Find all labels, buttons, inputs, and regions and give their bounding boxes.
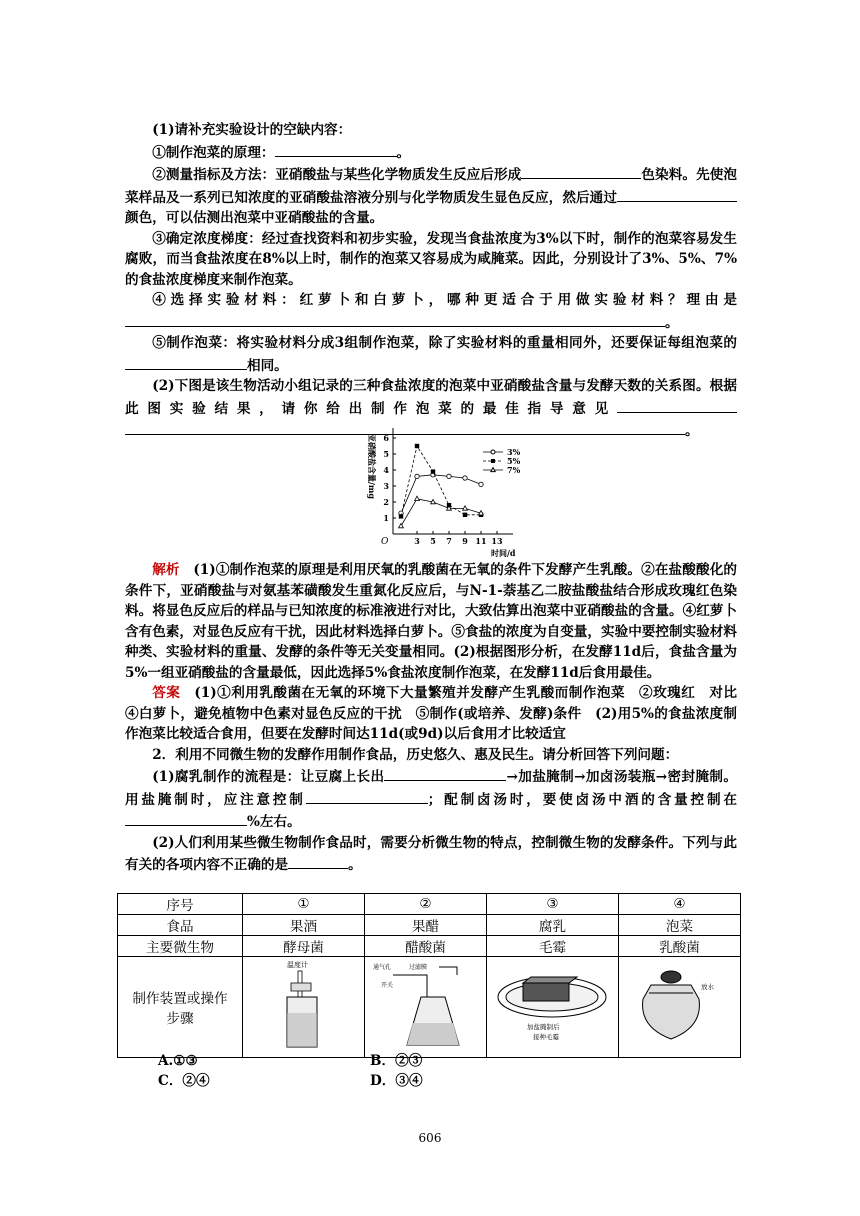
blank[interactable] [617, 397, 737, 413]
q1-measure-text-b: 色染料。先使泡菜样品及一系列已知浓度的亚硝酸盐溶液分别与化学物质发生显色反应，然后通过 [125, 167, 738, 206]
data-point [447, 474, 451, 478]
answer [125, 683, 751, 745]
fermentation-table [117, 893, 741, 1058]
q1-measure-text-c: 颜色，可以估测出泡菜中亚硝酸盐的含量。 [125, 210, 384, 226]
q2-sub1-text-c: ；配制卤汤时，要使卤汤中酒的含量控制在 [427, 791, 738, 808]
option-a[interactable]: A.①③ [158, 1053, 198, 1069]
data-point [463, 513, 467, 517]
q1-material-text: ④选择实验材料：红萝卜和白萝卜，哪种更适合于用做实验材料？理由是 [152, 292, 737, 308]
legend-marker [491, 459, 495, 463]
x-axis-label: 时间/d [491, 548, 516, 558]
table-row [118, 915, 741, 936]
explanation-text: (1)①制作泡菜的原理是利用厌氧的乳酸菌在无氧的条件下发酵产生乳酸。②在盐酸酸化的条件下，亚硝酸盐与对氨基苯磺酸发生重氮化反应后，与N-1-萘基乙二胺盐酸盐结合形成玫瑰红色染料。将显色反应后的样品与已知浓度的标准液进行对比，大致估算出泡菜中亚硝酸盐的含量。④红萝卜含有色素，对显色反应有干扰，因此材料选择白萝卜。⑤食盐的浓度为自变量，实验中要控制实验材料种类、实验材料的重量、发酵的条件等无关变量相同。(2)根据图形分析，在发酵11d后，食盐含量为5%一组亚硝酸盐的含量最低，因此选择5%食盐浓度制作泡菜，在发酵11d后食用最佳。 [125, 562, 738, 681]
y-tick-label: 1 [383, 513, 389, 523]
legend-label: 5% [507, 456, 521, 466]
table-cell: 酵母菌 [243, 936, 365, 957]
legend-label: 3% [507, 447, 521, 457]
series-line-0 [401, 475, 481, 513]
x-tick-label: 11 [475, 536, 487, 546]
table-cell: ③ [486, 894, 618, 915]
option-b[interactable]: B．②③ [370, 1053, 423, 1069]
table-cell: 果醋 [364, 915, 486, 936]
vinegar-apparatus-cell [364, 957, 486, 1058]
table-cell: 乳酸菌 [618, 936, 740, 957]
data-point [463, 476, 467, 480]
q2-sub1-text-d: %左右。 [247, 814, 301, 830]
salt-label: 加盐腌制后 [527, 1023, 560, 1031]
blank[interactable] [306, 788, 428, 804]
blank[interactable] [521, 163, 641, 179]
q1-part2-text: (2)下图是该生物活动小组记录的三种食盐浓度的泡菜中亚硝酸盐含量与发酵天数的关系图。根据此图实验结果，请你给出制作泡菜的最佳指导意见 [125, 378, 737, 417]
blank[interactable] [125, 810, 247, 826]
x-tick-label: 7 [446, 536, 452, 546]
y-tick-label: 2 [383, 497, 389, 507]
data-point [415, 444, 419, 448]
explanation-block [125, 560, 751, 876]
data-point [431, 469, 435, 473]
origin-label: O [381, 537, 389, 547]
row-label: 主要微生物 [118, 936, 243, 957]
q1-make-end: 相同。 [247, 357, 288, 374]
q2-sub1-text-a: (1)腐乳制作的流程是：让豆腐上长出 [152, 769, 385, 785]
table-cell: 泡菜 [618, 915, 740, 936]
x-tick-label: 3 [414, 536, 420, 546]
blank[interactable] [288, 853, 348, 869]
q1-gradient: ③确定浓度梯度：经过查找资料和初步实验，发现当食盐浓度为3%以下时，制作的泡菜容易发生腐败，而当食盐浓度在8%以上时，制作的泡菜又容易成为咸腌菜。因此，分别设计了3%、5%、7%的食盐浓度梯度来制作泡菜。 [125, 230, 737, 288]
q2-sub2-text: (2)人们利用某些微生物制作食品时，需要分析微生物的特点，控制微生物的发酵条件。下列与此有关的各项内容不正确的是 [125, 834, 737, 873]
table-cell: 腐乳 [486, 915, 618, 936]
pickle-jar-cell [618, 957, 740, 1058]
legend-marker [491, 450, 495, 454]
y-tick-label: 5 [383, 449, 389, 459]
water-label: 放水 [701, 983, 715, 991]
blank[interactable] [617, 186, 737, 202]
wine-apparatus-cell [243, 957, 365, 1058]
q1-principle [125, 141, 737, 164]
q1-principle-text: ①制作泡菜的原理： [152, 144, 275, 161]
vinegar-flask-icon [365, 957, 485, 1053]
air-inlet-label: 通气孔 [373, 964, 392, 971]
y-tick-label: 4 [383, 465, 389, 475]
data-point [399, 514, 403, 518]
table-row [118, 957, 741, 1058]
switch-label: 开关 [381, 982, 394, 989]
q1-measure-text-a: ②测量指标及方法：亚硝酸盐与某些化学物质发生反应后形成 [152, 167, 522, 183]
thermometer-label: 温度计 [287, 961, 309, 969]
y-tick-label: 6 [383, 433, 389, 443]
data-point [399, 523, 404, 527]
mold-label: 接种毛霉 [533, 1033, 560, 1041]
filter-label: 过滤膜 [409, 964, 428, 971]
blank[interactable] [125, 354, 247, 370]
table-cell: ② [364, 894, 486, 915]
option-c[interactable]: C．②④ [158, 1073, 210, 1089]
data-point [479, 482, 483, 486]
blank[interactable] [275, 141, 397, 157]
table-row [118, 936, 741, 957]
answer-text: (1)①利用乳酸菌在无氧的环境下大量繁殖并发酵产生乳酸而制作泡菜 ②玫瑰红 对比 ④白萝卜，避免植物中色素对显色反应的干扰 ⑤制作(或培养、发酵)条件 (2)用5%的食盐浓度制作泡菜比较适合食用，但要在发酵时间达11d(或9d)以后食用才比较适宜 [125, 685, 751, 742]
q1-principle-end: 。 [396, 144, 411, 161]
explanation [125, 560, 737, 683]
table-cell: 果酒 [243, 915, 365, 936]
option-d[interactable]: D．③④ [370, 1073, 423, 1089]
answer-options [158, 1051, 582, 1091]
q2-intro: 2．利用不同微生物的发酵作用制作食品，历史悠久、惠及民生。请分析回答下列问题： [152, 746, 679, 763]
x-tick-label: 5 [430, 536, 436, 546]
q1-measure [125, 163, 737, 229]
legend-label: 7% [507, 465, 521, 475]
q1-part2-end: 。 [685, 423, 699, 439]
row-label: 序号 [118, 894, 243, 915]
row-label: 食品 [118, 915, 243, 936]
q1-make [125, 333, 737, 376]
q1-material [125, 290, 737, 333]
legend-marker [491, 468, 495, 472]
y-tick-label: 3 [383, 481, 389, 491]
wine-bottle-icon [243, 957, 363, 1053]
data-point [415, 474, 419, 478]
table-cell: ④ [618, 894, 740, 915]
q1-make-text: ⑤制作泡菜：将实验材料分成3组制作泡菜，除了实验材料的重量相同外，还要保证每组泡菜的 [152, 335, 737, 351]
table-cell: ① [243, 894, 365, 915]
sufu-tray-icon [487, 957, 617, 1053]
table-cell: 毛霉 [486, 936, 618, 957]
q1-material-end: 。 [665, 314, 679, 331]
q2-sub2-end: 。 [348, 857, 362, 873]
y-axis-label: 亚硝酸盐含量/mg [367, 434, 377, 499]
blank[interactable] [384, 765, 506, 781]
q2-sub2 [125, 833, 737, 876]
row-label: 制作装置或操作步骤 [118, 957, 243, 1058]
sufu-operation-cell [486, 957, 618, 1058]
q2-sub1 [125, 765, 737, 833]
series-line-2 [401, 499, 481, 526]
answer-tag: 答案 [152, 685, 181, 701]
page-number: 606 [418, 1131, 442, 1145]
data-point [415, 496, 420, 500]
table-cell: 醋酸菌 [364, 936, 486, 957]
x-tick-label: 13 [491, 536, 503, 546]
q2-sub1-text-b: →加盐腌制→加卤汤装瓶→密封腌制。用盐腌制时，应注意控制 [125, 769, 737, 808]
x-tick-label: 9 [462, 536, 468, 546]
q1-part1-heading: (1)请补充实验设计的空缺内容： [152, 122, 352, 138]
nitrite-line-chart [355, 422, 545, 562]
explanation-tag: 解析 [152, 562, 180, 578]
question-1-block [125, 120, 737, 442]
blank[interactable] [125, 311, 665, 327]
pickle-jar-icon [619, 957, 739, 1053]
table-row [118, 894, 741, 915]
